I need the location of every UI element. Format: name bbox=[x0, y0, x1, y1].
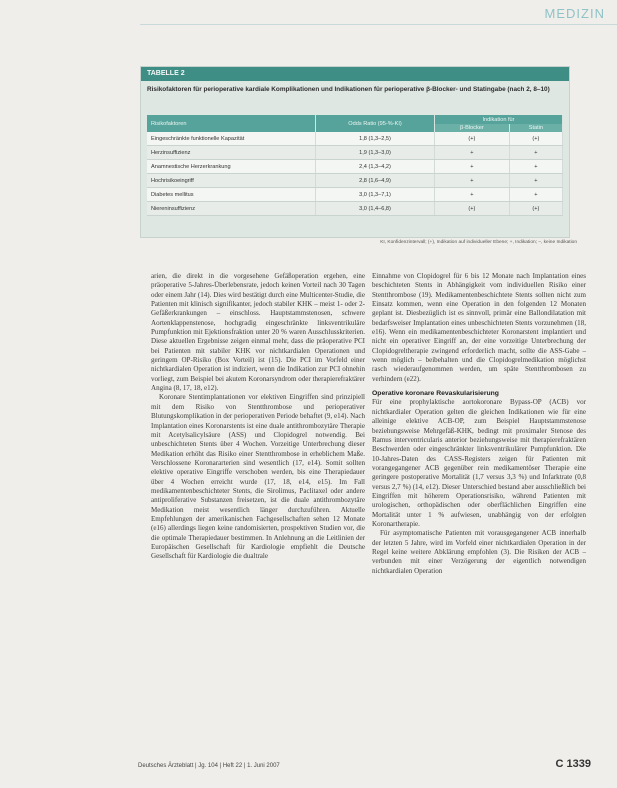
cell-or: 3,0 (1,3–7,1) bbox=[316, 188, 435, 202]
cell-factor: Herzinsuffizienz bbox=[147, 146, 316, 160]
table-row bbox=[147, 174, 563, 188]
cell-or: 2,4 (1,3–4,2) bbox=[316, 160, 435, 174]
table-box bbox=[140, 66, 570, 238]
col-header-factors: Risikofaktoren bbox=[147, 115, 316, 132]
cell-or: 2,8 (1,6–4,9) bbox=[316, 174, 435, 188]
col-header-odds: Odds Ratio (95-%-KI) bbox=[316, 115, 435, 132]
cell-beta: (+) bbox=[435, 132, 510, 146]
cell-factor: Niereninsuffizienz bbox=[147, 202, 316, 216]
cell-factor: Anamnestische Herzerkrankung bbox=[147, 160, 316, 174]
col-header-indication: Indikation für bbox=[435, 115, 563, 124]
top-rule bbox=[140, 24, 617, 25]
cell-beta: + bbox=[435, 160, 510, 174]
cell-beta: + bbox=[435, 146, 510, 160]
cell-or: 1,9 (1,3–3,0) bbox=[316, 146, 435, 160]
cell-statin: (+) bbox=[509, 202, 562, 216]
cell-statin: + bbox=[509, 160, 562, 174]
table-row bbox=[147, 146, 563, 160]
subcol-beta: β-Blocker bbox=[435, 124, 510, 132]
cell-statin: + bbox=[509, 188, 562, 202]
paragraph: Für eine prophylaktische aortokoronare Bypass-OP (ACB) vor nichtkardialer Operation gelten die gleichen Indikationen wie für eine alleinige elektive ACB-OP, zum Beispiel Hauptstammstenose beziehungsweise Mehrgefäß-KHK, bedingt mit proximaler Stenose des Ramus interventricularis anterior beziehungsweise mit therapierefraktären Beschwerden oder eingeschränkter linksventrikulärer Pumpfunktion. Die 10-Jahres-Daten des CASS-Registers zeigen für Patienten mit vorangegangener ACB gegenüber rein medikamentöser Therapie eine geringere postoperative Mortalität (1,7 versus 3,3 %) und Infarktrate (0,8 versus 2,7 %) (14, e12). Dieser Unterschied bestand aber ausschließlich bei Eingriffen mit höherem Operationsrisiko, während Patienten mit urologischen, orthopädischen oder oberflächlichen Eingriffen eine Mortalität unter 1 % aufwiesen, unabhängig von der erfolgten Koronartherapie. bbox=[372, 398, 586, 528]
journal-citation: Deutsches Ärzteblatt | Jg. 104 | Heft 22 | 1. Juni 2007 bbox=[138, 763, 280, 769]
text-column-right bbox=[372, 272, 586, 576]
paragraph: arien, die direkt in die vorgesehene Gefäßoperation ergehen, eine präoperative 5-Jahres-Überlebensrate, jedoch keinen Vorteil nach 30 Tagen oder einem Jahr (14). Dies wird bestätigt durch eine Multicenter-Studie, die Patienten mit klinisch signifikanter, jedoch stabiler KHK – meist 1- oder 2-Gefäßerkrankungen – einschloss. Hauptstammstenosen, schwere Aortenklappenstenose, hochgradig eingeschränkte linksventrikuläre Pumpfunktion mit Ejektionsfraktion unter 20 % waren Ausschlusskriterien. Diese aktuellen Ergebnisse zeigen einmal mehr, dass die präoperative PCI bei Patienten mit stabiler KHK vor nichtkardialen Operationen und geringem OP-Risiko (Box Vorteil) ist (15). Die PCI im Vorfeld einer nichtkardialen Operation ist indiziert, wenn die Indikation zur PCI ohnehin vorliegt, zum Beispiel bei akutem Koronarsyndrom oder therapierefraktärer Angina (8, 17, 18, e12). bbox=[151, 272, 365, 393]
cell-statin: + bbox=[509, 174, 562, 188]
cell-factor: Eingeschränkte funktionelle Kapazität bbox=[147, 132, 316, 146]
paragraph: Für asymptomatische Patienten mit vorausgegangener ACB innerhalb der letzten 5 Jahre, wird im Vorfeld einer nichtkardialen Operation in der Regel keine weitere Abklärung empfohlen (3). Die Risiken der ACB – verbunden mit einer Verzögerung der eigentlich notwendigen nichtkardialen Operation bbox=[372, 529, 586, 575]
table-label: TABELLE 2 bbox=[141, 67, 569, 81]
paragraph: Koronare Stentimplantationen vor elektiven Eingriffen sind prinzipiell mit dem Risiko von Stentthrombose und perioperativer Blutungskomplikation in der perioperativen Periode behaftet (9, e14). Nach Implantation eines Koronarstents ist eine duale antithrombozytäre Therapie mit Acetylsalicylsäure (ASS) und Clopidogrel notwendig. Bei unbeschichteten Stents über 4 Wochen. Vorzeitige Unterbrechung dieser Medikation erhöht das Risiko einer Stentthrombose in erheblichem Maße. Verschlossene Koronararterien sind wesentlich (17, e14). Somit sollten elektive operative Eingriffe verschoben werden, bis eine Therapiedauer über 4 Wochen erreicht wurde (17, 18, e14, e15). Im Fall medikamentenbeschichteter Stents, die Sirolimus, Paclitaxel oder andere antiproliferative Substanzen freisetzen, ist die duale antithrombozytäre Medikation meist wesentlich länger durchzuführen. Aktuelle Empfehlungen der amerikanischen Fachgesellschaften sehen 12 Monate (e16) allerdings liegen keine randomisierten, prospektiven Studien vor, die die optimale Therapiedauer bestimmen. In Anlehnung an die Leitlinien der Europäischen Gesellschaft für Kardiologie empfiehlt die Deutsche Gesellschaft für Kardiologie die dualtrale bbox=[151, 393, 365, 561]
table-row bbox=[147, 188, 563, 202]
cell-beta: + bbox=[435, 174, 510, 188]
page-number: C 1339 bbox=[555, 758, 591, 770]
paragraph: Einnahme von Clopidogrel für 6 bis 12 Monate nach Implantation eines beschichteten Stents in Abhängigkeit vom individuellen Risiko einer Stentthrombose (19). Medikamentenbeschichtete Stents sollten nicht zum Einsatz kommen, wenn eine Operation in den folgenden 12 Monaten geplant ist. Diesbezüglich ist es sinnvoll, primär eine Ballondilatation mit bedarfsweiser Implantation eines unbeschichteten Stents vorzunehmen (18, e16). Wenn ein medikamentenbeschichteter Koronarstent implantiert und nicht ein operativer Eingriff an, der eine vorzeitige Unterbrechung der Clopidogreltherapie zwingend erforderlich macht, sollte die ASS-Gabe – wenn möglich – beibehalten und die Clopidogrelmedikation möglichst rasch wiederaufgenommen werden, um späte Stentthrombosen zu verhindern (e22). bbox=[372, 272, 586, 383]
cell-statin: + bbox=[509, 146, 562, 160]
table-row bbox=[147, 160, 563, 174]
subheading: Operative koronare Revaskularisierung bbox=[372, 390, 499, 398]
table-caption: Risikofaktoren für perioperative kardiale Komplikationen und Indikationen für perioperative β-Blocker- und Statingabe (nach 2, 8–10) bbox=[147, 86, 550, 93]
table-row bbox=[147, 202, 563, 216]
cell-or: 1,8 (1,3–2,5) bbox=[316, 132, 435, 146]
cell-factor: Diabetes mellitus bbox=[147, 188, 316, 202]
cell-or: 3,0 (1,4–6,8) bbox=[316, 202, 435, 216]
text-column-left bbox=[151, 272, 365, 562]
cell-statin: (+) bbox=[509, 132, 562, 146]
table-footnote: KI, Konfidenzintervall; (+), Indikation auf individueller Ebene; +, Indikation; –, keine Indikation bbox=[380, 240, 577, 245]
risk-table bbox=[147, 115, 563, 216]
subcol-statin: Statin bbox=[509, 124, 562, 132]
table-row bbox=[147, 132, 563, 146]
cell-beta: (+) bbox=[435, 202, 510, 216]
cell-beta: + bbox=[435, 188, 510, 202]
section-label: MEDIZIN bbox=[544, 6, 605, 21]
cell-factor: Hochrisikoeingriff bbox=[147, 174, 316, 188]
